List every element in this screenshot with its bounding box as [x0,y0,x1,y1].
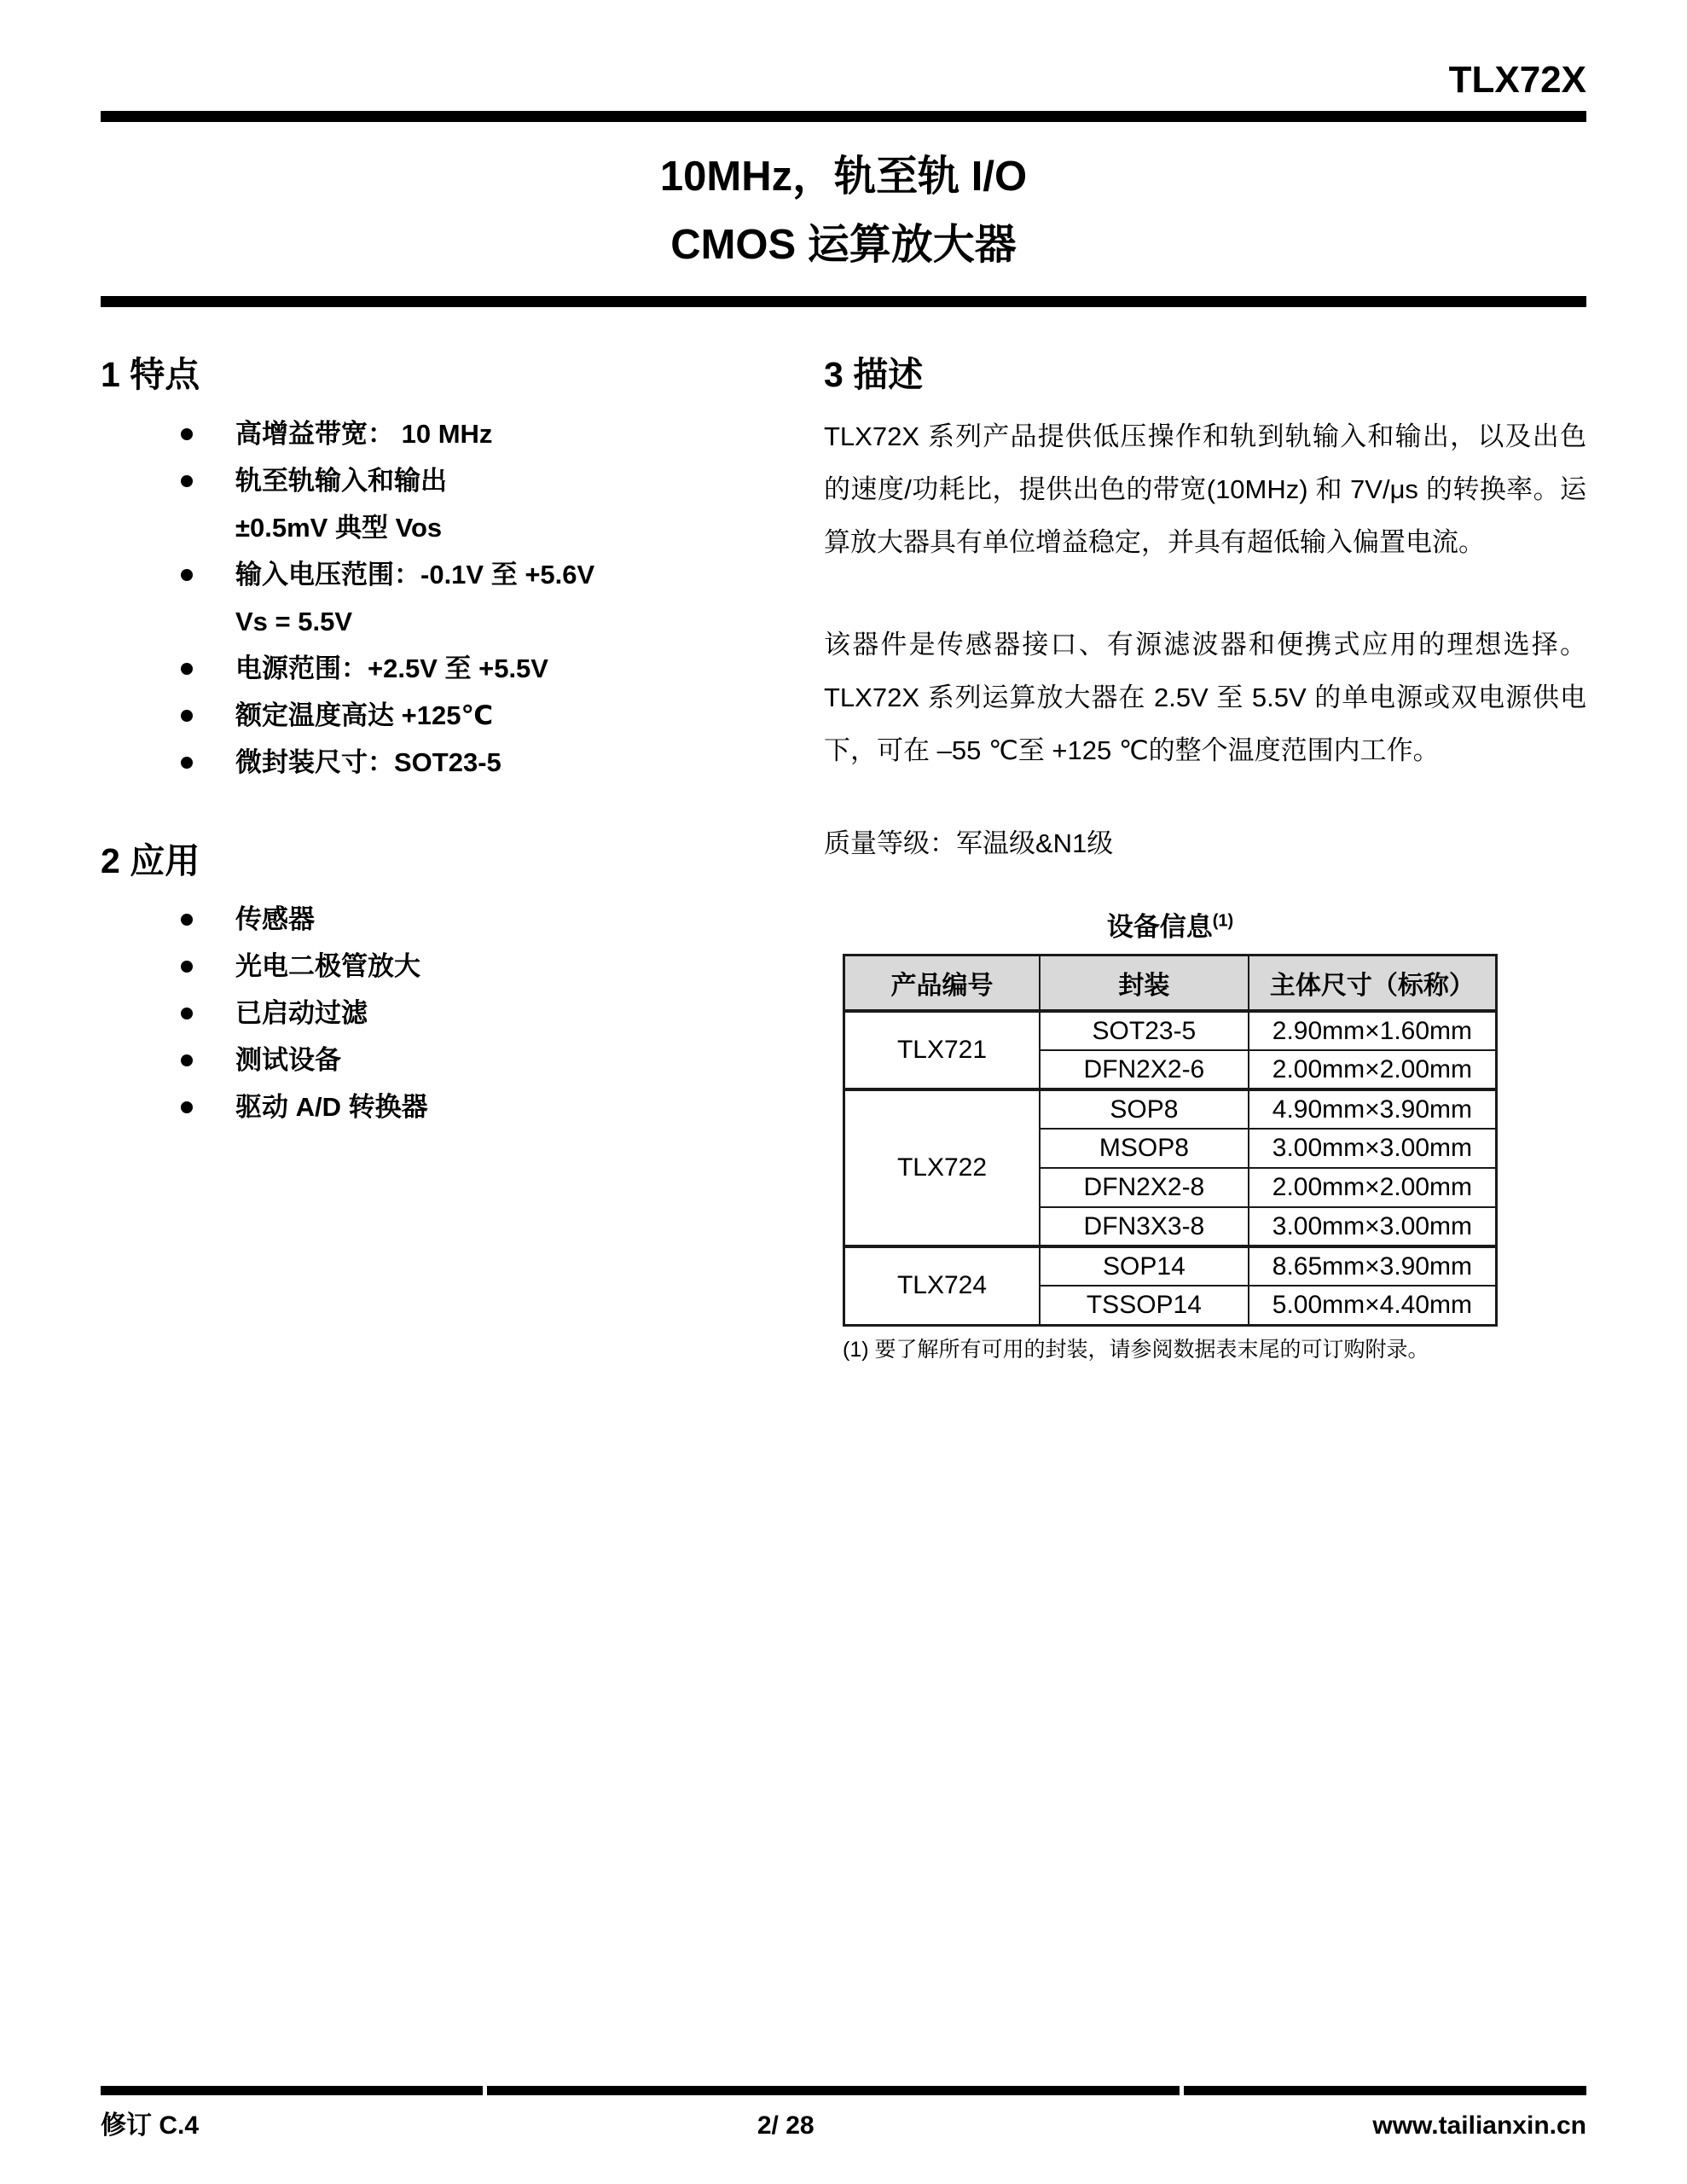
feature-item: 输入电压范围：-0.1V 至 +5.6V [101,551,783,598]
left-column [101,354,783,1363]
table-row [844,1089,1497,1129]
package-cell: DFN3X3-8 [1040,1207,1249,1246]
part-number-cell: TLX722 [844,1089,1041,1246]
device-info-title-text: 设备信息 [1106,911,1213,942]
body-size-cell: 2.00mm×2.00mm [1249,1168,1497,1207]
body-size-cell: 4.90mm×3.90mm [1249,1089,1497,1129]
applications-list [101,896,783,1130]
body-size-cell: 2.90mm×1.60mm [1249,1011,1497,1050]
application-item: 驱动 A/D 转换器 [101,1083,783,1130]
table-header-row [844,955,1497,1011]
page-header [0,0,1687,307]
body-size-cell: 5.00mm×4.40mm [1249,1286,1497,1325]
description-paragraph-1: TLX72X 系列产品提供低压操作和轨到轨输入和输出，以及出色的速度/功耗比，提供出色的带宽(10MHz) 和 7V/μs 的转换率。运算放大器具有单位增益稳定，并具有超低输入偏置电流。 [824,421,1586,557]
document-code: TLX72X [1448,59,1586,101]
title-block [101,142,1586,279]
feature-item: 微封装尺寸：SOT23-5 [101,739,783,786]
footer-rule-segment [101,2086,483,2095]
table-footnote: (1) 要了解所有可用的封装，请参阅数据表末尾的可订购附录。 [843,1337,1429,1362]
footer-rule-segment [487,2086,1180,2095]
footer-rule [101,2086,1586,2095]
table-header-cell: 主体尺寸（标称） [1249,955,1497,1011]
body-size-cell: 3.00mm×3.00mm [1249,1207,1497,1246]
page-title-line1: 10MHz，轨至轨 I/O [659,154,1028,200]
quality-grade-line: 质量等级：军温级&N1级 [824,828,1114,858]
feature-item: 轨至轨输入和输出 [101,457,783,504]
application-item: 已启动过滤 [101,990,783,1037]
title-rule [101,296,1586,307]
package-cell: TSSOP14 [1040,1286,1249,1325]
feature-item: 额定温度高达 +125℃ [101,692,783,739]
description-heading: 3 描述 [824,355,924,395]
page-number: 2/ 28 [757,2111,815,2140]
body-size-cell: 8.65mm×3.90mm [1249,1246,1497,1286]
package-cell: DFN2X2-8 [1040,1168,1249,1207]
table-row [844,1011,1497,1050]
revision-label: 修订 C.4 [101,2111,200,2140]
feature-item-continuation: ±0.5mV 典型 Vos [235,512,443,543]
part-number-cell: TLX721 [844,1011,1041,1089]
footer-row [101,2104,1586,2141]
header-rule [101,111,1586,122]
features-list [101,410,783,786]
feature-item-continuation: Vs = 5.5V [235,606,353,636]
body-size-cell: 2.00mm×2.00mm [1249,1050,1497,1089]
table-row [844,1246,1497,1286]
package-cell: MSOP8 [1040,1129,1249,1168]
application-item: 测试设备 [101,1037,783,1083]
feature-item: 电源范围：+2.5V 至 +5.5V [101,645,783,692]
page-footer [101,2086,1586,2141]
part-number-cell: TLX724 [844,1246,1041,1325]
features-heading: 1 特点 [101,355,200,395]
body-size-cell: 3.00mm×3.00mm [1249,1129,1497,1168]
application-item: 光电二极管放大 [101,943,783,990]
right-column [824,354,1586,1363]
package-cell: SOT23-5 [1040,1011,1249,1050]
website-link[interactable]: www.tailianxin.cn [1372,2111,1586,2140]
application-item: 传感器 [101,896,783,943]
device-info-table [843,954,1498,1327]
device-info-title-footnote-ref: (1) [1212,911,1234,931]
device-info-title [843,905,1498,944]
content-columns [101,354,1586,1363]
package-cell: SOP14 [1040,1246,1249,1286]
description-paragraph-2: 该器件是传感器接口、有源滤波器和便携式应用的理想选择。TLX72X 系列运算放大器在 2.5V 至 5.5V 的单电源或双电源供电下，可在 –55 ℃至 +125 ℃的整个温度范围内工作。 [824,629,1586,765]
package-cell: DFN2X2-6 [1040,1050,1249,1089]
package-cell: SOP8 [1040,1089,1249,1129]
footer-rule-segment [1184,2086,1586,2095]
table-header-cell: 产品编号 [844,955,1041,1011]
page-title-line2: CMOS 运算放大器 [670,222,1017,269]
device-info-block [843,905,1498,1364]
feature-item: 高增益带宽： 10 MHz [101,410,783,457]
applications-heading: 2 应用 [101,840,200,880]
table-header-cell: 封装 [1040,955,1249,1011]
